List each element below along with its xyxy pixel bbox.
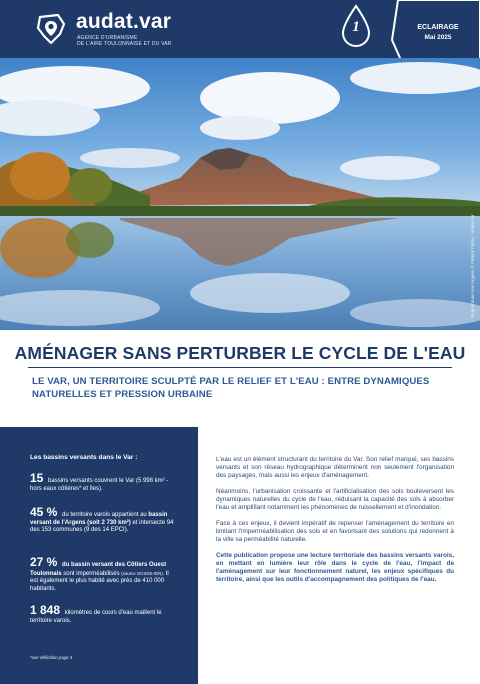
stat-rivers — [30, 603, 175, 625]
stat-text-bold: bassin versant de l'Argens (soit 2 730 km²) — [30, 512, 168, 526]
intro-text — [216, 456, 454, 592]
map-logo-icon — [34, 12, 68, 46]
stat-text: (5 998 km² - hors eaux côtières* et îles). — [30, 478, 169, 492]
stat-text: Il est également le plus habité avec près de 410 000 habitants. — [30, 570, 169, 592]
stat-text: du territoire varois appartient au — [62, 512, 147, 518]
stat-text: bassins versants couvrent le Var — [48, 478, 135, 484]
brand-tagline-line2: DE L'AIRE TOULONNAISE ET DU VAR — [77, 41, 172, 47]
stat-text: sont imperméabilisés — [63, 570, 120, 577]
page-title: AMÉNAGER SANS PERTURBER LE CYCLE DE L'EAU — [14, 343, 466, 363]
stat-text: et intersecte 94 des 153 communes (9 des 14 EPCI). — [30, 519, 174, 534]
intro-paragraph-1: L'eau est un élément structurant du territoire du Var. Son relief marqué, ses bassins versants et son réseau hydrographique déterminent non seulement l'organisation des paysages, mais aussi les enjeux d'aménagement. — [216, 456, 454, 479]
stat-number: 1 848 — [30, 603, 61, 617]
page-subtitle-line2: NATURELLES ET PRESSION URBAINE — [32, 389, 213, 400]
issue-number: 1 — [352, 19, 360, 35]
photo-credit: Roquebrune-sur-Argens © Patrick Fabre - audat.var — [470, 214, 475, 318]
brand-tagline — [77, 35, 187, 47]
stat-number: 15 — [30, 471, 44, 485]
badge-date: Mai 2025 — [424, 34, 452, 41]
panel-footnote: *voir définition page 3 — [30, 655, 73, 660]
panel-heading: Les bassins versants dans le Var : — [30, 454, 138, 461]
brand-name: audat.var — [76, 10, 172, 33]
stat-text-bold: du bassin versant des Côtiers Ouest Toulonnais — [30, 562, 167, 577]
intro-paragraph-4: Cette publication propose une lecture territoriale des bassins versants varois, en mettant en lumière leur rôle dans le cycle de l'eau, l'impact de l'aménagement sur leur fonctionnement naturel, les enjeux spécifiques du territoire, ainsi que les outils d'accompagnement des politiques de l'eau. — [216, 552, 454, 583]
page-subtitle-line1: LE VAR, UN TERRITOIRE SCULPTÉ PAR LE RELIEF ET L'EAU : ENTRE DYNAMIQUES — [32, 376, 430, 387]
page-subtitle — [32, 375, 462, 401]
stat-text: kilomètres de cours d'eau maillent le territoire varois. — [30, 610, 162, 624]
stat-number: 45 % — [30, 505, 58, 519]
stat-number: 27 % — [30, 555, 58, 569]
key-figures-panel — [0, 427, 198, 684]
intro-paragraph-2: Néanmoins, l'urbanisation croissante et l'artificialisation des sols bouleversent les dynamiques naturelles du cycle de l'eau, réduisant la capacité des sols à absorber l'eau et amplifiant notamment les phénomènes de ruissellement et d'inondation. — [216, 488, 454, 511]
badge-title: ECLAIRAGE — [417, 24, 459, 31]
title-divider — [28, 367, 452, 368]
stat-toulonnais — [30, 555, 175, 593]
intro-paragraph-3: Face à ces enjeux, il devient impératif de repenser l'aménagement du territoire en limitant l'imperméabilisation des sols et en favorisant des solutions qui redonnent à la ville sa perméabilité naturelle. — [216, 520, 454, 543]
lake-mountain-photo — [0, 58, 480, 330]
brand-tagline-line1: AGENCE D'URBANISME — [77, 35, 138, 41]
stat-argens — [30, 505, 175, 535]
stat-watersheds — [30, 471, 175, 493]
stat-source: (source OCSGE-IGN). — [121, 570, 165, 576]
